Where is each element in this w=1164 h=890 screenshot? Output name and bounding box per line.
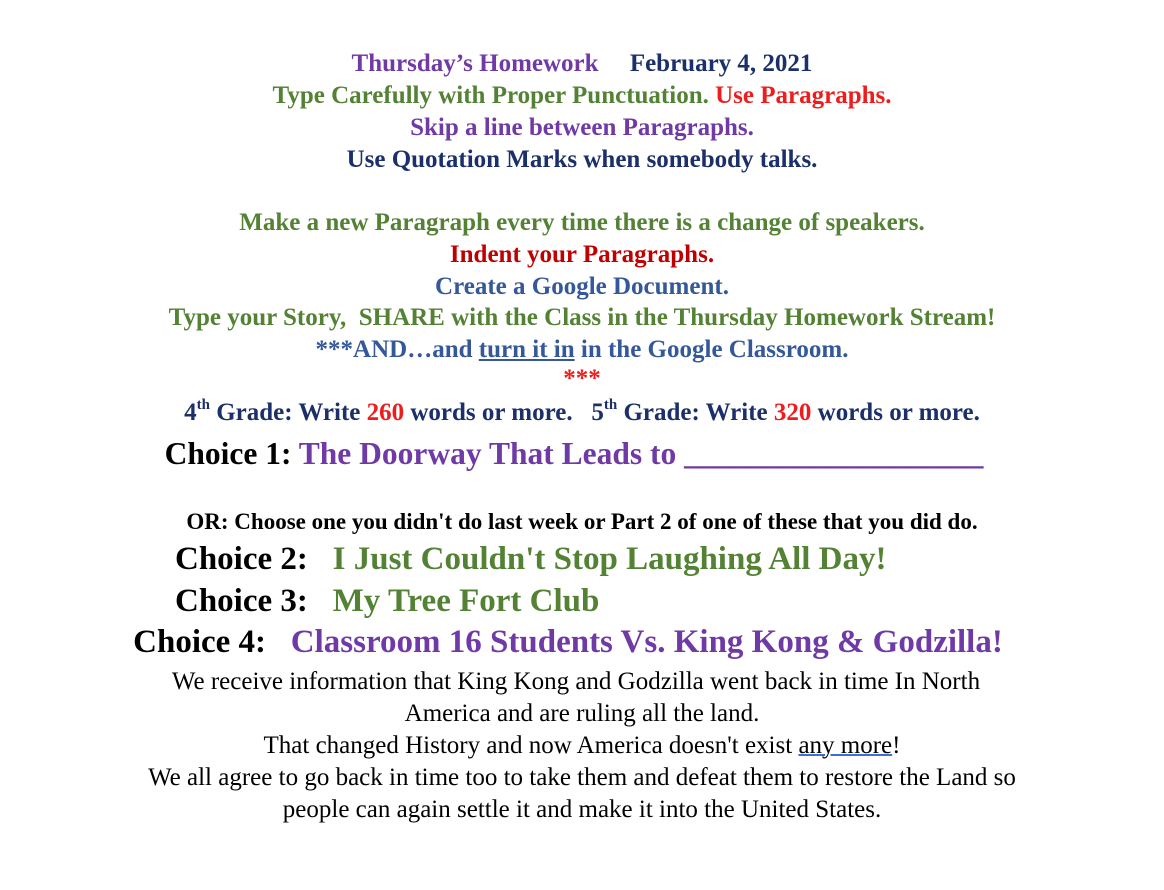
skip-line-text: Skip a line between Paragraphs. [410, 114, 754, 141]
punctuation-line [0, 83, 1164, 108]
and-prefix-text: ***AND…and [315, 336, 479, 363]
choice-4-title: Classroom 16 Students Vs. King Kong & Godzilla! [290, 624, 1003, 660]
g4-word-count: 260 [366, 399, 405, 426]
story-line-5: people can again settle it and make it into the United States. [282, 796, 882, 823]
choice-2-title: I Just Couldn't Stop Laughing All Day! [332, 541, 887, 577]
choice-4-line [0, 626, 1150, 659]
date-label: February 4, 2021 [629, 50, 813, 77]
choice-3-line [175, 585, 599, 618]
indent-text: Indent your Paragraphs. [449, 241, 715, 268]
spellcheck-underline-text[interactable]: any more [798, 732, 893, 759]
choice-1-label: Choice 1: [164, 436, 299, 471]
or-instruction-text: OR: Choose one you didn't do last week or Part 2 of one of these that you did do. [186, 509, 978, 534]
and-suffix-text: in the Google Classroom. [574, 336, 849, 363]
g5-num: 5 [591, 399, 604, 426]
g4-pre: Grade: Write [209, 399, 367, 426]
new-paragraph-text: Make a new Paragraph every time there is a change of speakers. [239, 209, 925, 236]
grade-requirements [0, 397, 1164, 426]
g5-post: words or more. [811, 399, 980, 426]
story-line-3-post: ! [892, 732, 901, 759]
header-line [0, 51, 1164, 76]
turn-it-in-link[interactable]: turn it in [478, 336, 575, 363]
create-doc-text: Create a Google Document. [435, 273, 729, 300]
day-label: Thursday’s Homework [351, 50, 599, 77]
choice-2-label: Choice 2: [175, 541, 333, 577]
choice-1-title: The Doorway That Leads to ___________________ [298, 436, 984, 471]
g5-sup: th [603, 397, 618, 413]
choice-3-title: My Tree Fort Club [332, 583, 600, 619]
choice-3-label: Choice 3: [175, 583, 333, 619]
g4-sup: th [196, 397, 210, 413]
story-line-4: We all agree to go back in time too to take them and defeat them to restore the Land so [148, 764, 1016, 791]
quotation-marks-text: Use Quotation Marks when somebody talks. [346, 146, 818, 173]
use-paragraphs-text: Use Paragraphs. [715, 82, 892, 109]
choice-1-line [0, 438, 1156, 470]
g5-pre: Grade: Write [617, 399, 774, 426]
story-line-1: We receive information that King Kong and Godzilla went back in time In North [171, 668, 981, 695]
g4-num: 4 [184, 399, 197, 426]
choice-4-label: Choice 4: [133, 624, 291, 660]
stars-divider: *** [563, 365, 601, 392]
story-line-2: America and are ruling all the land. [404, 700, 760, 727]
story-line-3 [0, 733, 1164, 758]
type-carefully-text: Type Carefully with Proper Punctuation. [272, 82, 709, 109]
turn-in-line [0, 337, 1164, 362]
g5-word-count: 320 [773, 399, 812, 426]
g4-post: words or more. [404, 399, 592, 426]
type-share-text: Type your Story, SHARE with the Class in the Thursday Homework Stream! [168, 304, 996, 331]
story-line-3-pre: That changed History and now America doesn't exist [263, 732, 799, 759]
choice-2-line [175, 543, 887, 576]
